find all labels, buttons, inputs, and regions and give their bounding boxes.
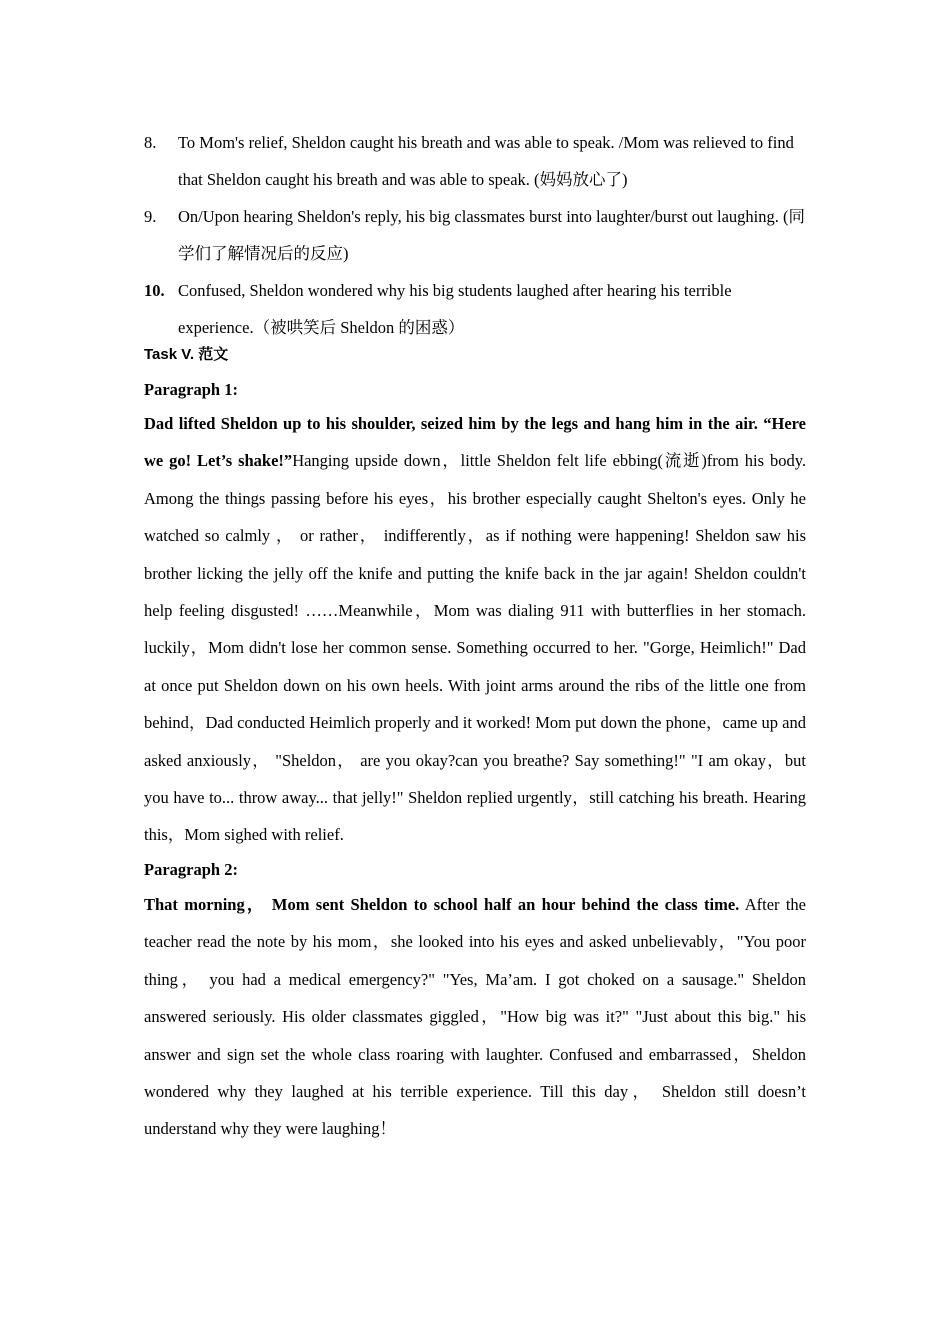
paragraph-2-text [144, 886, 806, 1148]
list-item [144, 198, 806, 272]
paragraph-1-body: Hanging upside down，little Sheldon felt life ebbing(流逝)from his body. Among the things passing before his eyes，his brother especially caught Shelton's eyes. Only he watched so calmly ， or rather， indifferently，as if nothing were happening! Sheldon saw his brother licking the jelly off the knife and putting the knife back in the jar again! Sheldon couldn't help feeling disgusted! ……Meanwhile，Mom was dialing 911 with butterflies in her stomach. luckily，Mom didn't lose her common sense. Something occurred to her. "Gorge, Heimlich!" Dad at once put Sheldon down on his own heels. With joint arms around the ribs of the little one from behind，Dad conducted Heimlich properly and it worked! Mom put down the phone，came up and asked anxiously， "Sheldon， are you okay?can you breathe? Say something!" "I am okay，but you have to... throw away... that jelly!" Sheldon replied urgently，still catching his breath. Hearing this，Mom sighed with relief. [144, 451, 807, 845]
item-number: 10. [144, 281, 165, 300]
paragraph-2-heading: Paragraph 2: [144, 860, 238, 879]
item-text: To Mom's relief, Sheldon caught his breath and was able to speak. /Mom was relieved to find that Sheldon caught his breath and was able to speak. (妈妈放心了) [178, 133, 794, 189]
task-heading: Task V. 范文 [144, 346, 229, 363]
item-number: 9. [144, 207, 157, 226]
item-text: On/Upon hearing Sheldon's reply, his big classmates burst into laughter/burst out laughing. (同学们了解情况后的反应) [178, 207, 805, 263]
paragraph-2-bold-lead: That morning， Mom sent Sheldon to school half an hour behind the class time. [144, 895, 740, 914]
paragraph-1-bold-lead: Dad lifted Sheldon up to his shoulder, seized him by the legs and hang him in the air. “Here we go! Let’s shake!” [144, 414, 806, 471]
item-text: Confused, Sheldon wondered why his big students laughed after hearing his terrible experience.（被哄笑后 Sheldon 的困惑） [178, 281, 732, 337]
list-item [144, 124, 806, 198]
paragraph-1-text [144, 405, 806, 854]
answer-list [144, 124, 806, 346]
item-number: 8. [144, 133, 157, 152]
paragraph-1-heading: Paragraph 1: [144, 380, 238, 399]
paragraph-2-body: After the teacher read the note by his mom，she looked into his eyes and asked unbelievably，"You poor thing， you had a medical emergency?" "Yes, Ma’am. I got choked on a sausage." Sheldon answered seriously. His older classmates giggled，"How big was it?" "Just about this big." his answer and sign set the whole class roaring with laughter. Confused and embarrassed，Sheldon wondered why they laughed at his terrible experience. Till this day， Sheldon still doesn’t understand why they were laughing！ [144, 895, 806, 1139]
list-item [144, 272, 806, 346]
